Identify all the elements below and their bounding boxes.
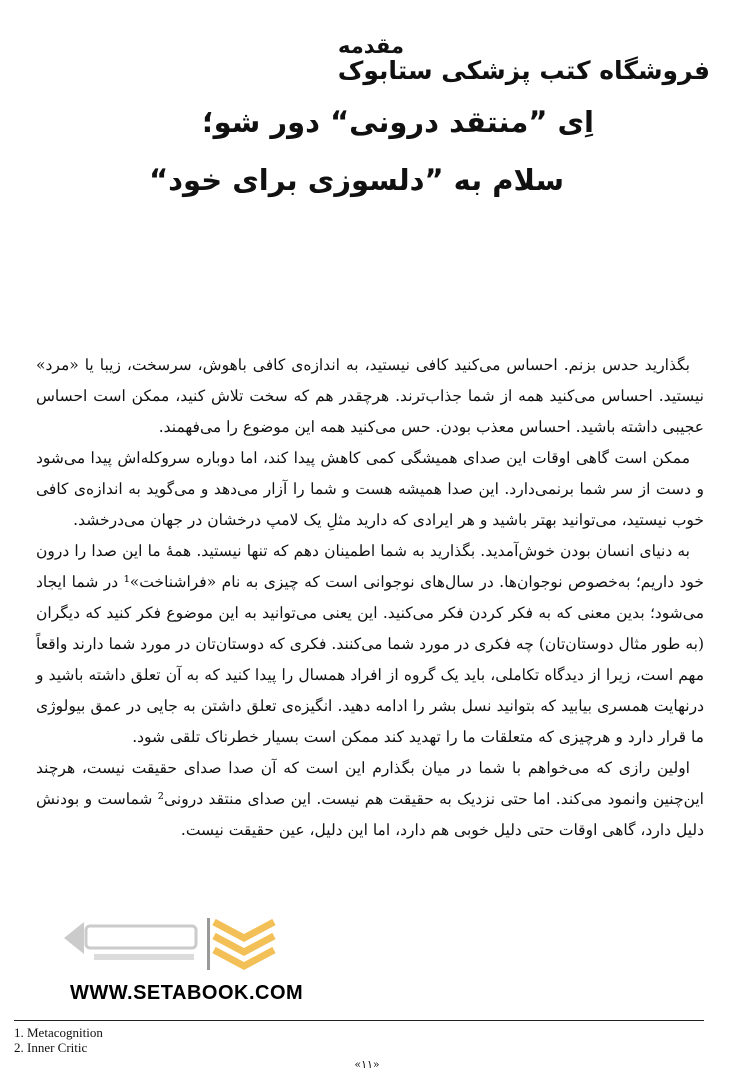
footnotes [14, 1025, 103, 1055]
section-label: مقدمه [338, 34, 404, 58]
paragraph: بگذارید حدس بزنم. احساس می‌کنید کافی نیستید، به اندازه‌ی کافی باهوش، سرسخت، زیبا یا «مرد» نیستید. احساس می‌کنید همه از شما جذاب‌ترند. هرچقدر هم که سخت تلاش کنید، ممکن است احساس عجیبی داشته باشید. احساس معذب بودن. حس می‌کنید همه این موضوع را می‌فهمند. [36, 356, 704, 436]
watermark-url: WWW.SETABOOK.COM [70, 982, 304, 1004]
body-text [36, 350, 704, 846]
paragraph: ممکن است گاهی اوقات این صدای همیشگی کمی کاهش پیدا کند، اما دوباره سروکله‌اش پیدا می‌شود و دست از سر شما برنمی‌دارد. این صدا همیشه هست و شما را آزار می‌دهد و می‌گوید به اندازه‌ی کافی خوب نیستید، می‌توانید بهتر باشید و هر ایرادی که دارید مثلِ یک لامپ درخشان در جهان می‌درخشد. [36, 449, 704, 529]
page-number: «۱۱» [354, 1058, 380, 1071]
footnote: 2. Inner Critic [14, 1040, 88, 1055]
setabook-watermark-logo [24, 900, 324, 980]
footnote: 1. Metacognition [14, 1025, 103, 1040]
paragraph: به دنیای انسان بودن خوش‌آمدید. بگذارید به شما اطمینان دهم که تنها نیستید. همهٔ ما این صدا را درون خود داریم؛ به‌خصوص نوجوان‌ها. در سال‌های نوجوانی است که چیزی به نام «فراشناخت»¹ در شما ایجاد می‌شود؛ بدین معنی که به فکر کردن فکر می‌کنید. این یعنی می‌توانید به این موضوع فکر کنید که دیگران (به طور مثال دوستان‌تان) چه فکری در مورد شما می‌کنند. فکری که دوستان‌تان در مورد شما دارند واقعاً مهم است، زیرا از دیدگاه تکاملی، باید یک گروه از افراد همسال را پیدا کنید که به آن تعلق داشته باشید و درنهایت همسری بیابید که بتوانید نسل بشر را ادامه دهید. انگیزه‌ی تعلق داشتن به جایی در عمق بیولوژی ما قرار دارد و هرچیزی که متعلقات ما را تهدید کند ممکن است بسیار خطرناک تلقی شود. [36, 542, 704, 746]
chapter-title-line-1: اِی ”منتقد درونی“ دور شو؛ [201, 105, 594, 139]
footnote-divider [14, 1020, 704, 1021]
paragraph: اولین رازی که می‌خواهم با شما در میان بگذارم این است که آن صدا صدای حقیقت نیست، هرچند این‌چنین وانمود می‌کند. اما حتی نزدیک به حقیقت هم نیست. این صدای منتقد درونی² شماست و بودنش دلیل دارد، گاهی اوقات حتی دلیل خوبی هم دارد، اما این دلیل، عین حقیقت نیست. [36, 759, 704, 839]
store-name-header: فروشگاه کتب پزشکی ستابوک [337, 56, 710, 85]
chapter-title-line-2: سلام به ”دلسوزی برای خود“ [149, 163, 564, 197]
